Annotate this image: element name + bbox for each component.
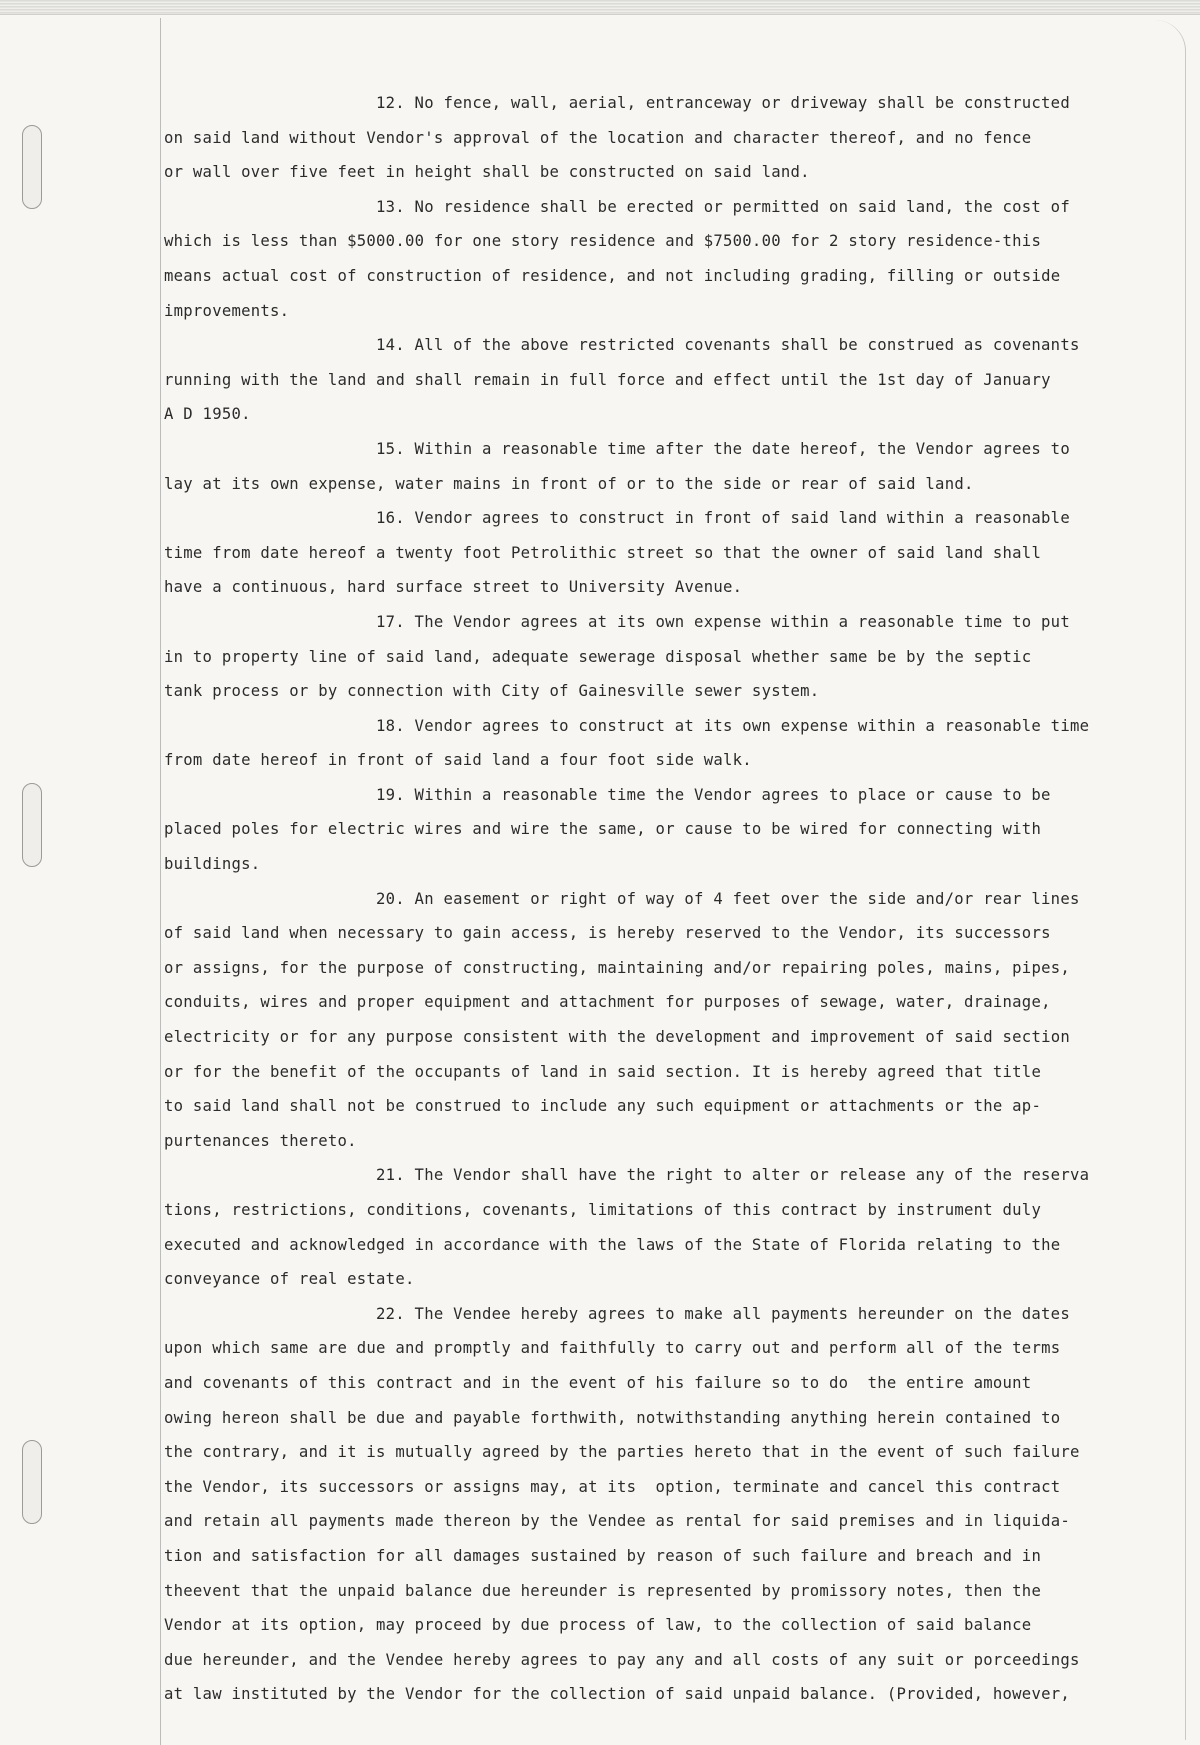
clause-line: or for the benefit of the occupants of land in said section. It is hereby agreed that title	[164, 1062, 1042, 1081]
clause-line: purtenances thereto.	[164, 1131, 357, 1150]
clause-first-line: 19. Within a reasonable time the Vendor agrees to place or cause to be	[376, 785, 1051, 804]
clause-line: means actual cost of construction of residence, and not including grading, filling or outside	[164, 266, 1061, 285]
clause-line: at law instituted by the Vendor for the collection of said unpaid balance. (Provided, however,	[164, 1685, 1070, 1704]
binder-hole-icon	[22, 783, 42, 867]
clause-line: buildings.	[164, 855, 261, 874]
clause-line: on said land without Vendor's approval of the location and character thereof, and no fence	[164, 128, 1032, 147]
clause-line: upon which same are due and promptly and faithfully to carry out and perform all of the terms	[164, 1339, 1061, 1358]
clause-line: owing hereon shall be due and payable forthwith, notwithstanding anything herein contained to	[164, 1408, 1061, 1427]
binder-hole-icon	[22, 125, 42, 209]
clause-first-line: 17. The Vendor agrees at its own expense within a reasonable time to put	[376, 612, 1070, 631]
clause-line: time from date hereof a twenty foot Petrolithic street so that the owner of said land shall	[164, 543, 1042, 562]
clause-first-line: 18. Vendor agrees to construct at its own expense within a reasonable time	[376, 716, 1090, 735]
clause-first-line: 15. Within a reasonable time after the date hereof, the Vendor agrees to	[376, 439, 1070, 458]
clause-line: to said land shall not be construed to include any such equipment or attachments or the ap-	[164, 1097, 1042, 1116]
clause-line: or wall over five feet in height shall be constructed on said land.	[164, 163, 810, 182]
clause-line: conduits, wires and proper equipment and attachment for purposes of sewage, water, drainage,	[164, 993, 1051, 1012]
clause-line: due hereunder, and the Vendee hereby agrees to pay any and all costs of any suit or porceedings	[164, 1650, 1080, 1669]
clause-line: and covenants of this contract and in the event of his failure so to do the entire amount	[164, 1373, 1032, 1392]
clause-line: A D 1950.	[164, 405, 251, 424]
clause-line: executed and acknowledged in accordance with the laws of the State of Florida relating to the	[164, 1235, 1061, 1254]
clause-line: have a continuous, hard surface street to University Avenue.	[164, 578, 743, 597]
clause-line: and retain all payments made thereon by the Vendee as rental for said premises and in liquida-	[164, 1512, 1070, 1531]
clause-line: the contrary, and it is mutually agreed by the parties hereto that in the event of such failure	[164, 1443, 1080, 1462]
clause-line: improvements.	[164, 301, 290, 320]
clause-line: tion and satisfaction for all damages sustained by reason of such failure and breach and in	[164, 1546, 1042, 1565]
clause-first-line: 21. The Vendor shall have the right to alter or release any of the reserva	[376, 1166, 1090, 1185]
clause-line: tank process or by connection with City of Gainesville sewer system.	[164, 682, 820, 701]
clause-line: from date hereof in front of said land a four foot side walk.	[164, 751, 752, 770]
clause-line: of said land when necessary to gain access, is hereby reserved to the Vendor, its successors	[164, 924, 1051, 943]
clause-line: lay at its own expense, water mains in front of or to the side or rear of said land.	[164, 474, 974, 493]
clause-line: placed poles for electric wires and wire the same, or cause to be wired for connecting with	[164, 820, 1042, 839]
clause-line: in to property line of said land, adequate sewerage disposal whether same be by the septic	[164, 647, 1032, 666]
clause-line: or assigns, for the purpose of constructing, maintaining and/or repairing poles, mains, pipes,	[164, 958, 1070, 977]
clause-first-line: 14. All of the above restricted covenants shall be construed as covenants	[376, 336, 1080, 355]
clause-line: theevent that the unpaid balance due hereunder is represented by promissory notes, then the	[164, 1581, 1042, 1600]
page-top-edge	[0, 0, 1200, 15]
clause-line: conveyance of real estate.	[164, 1270, 415, 1289]
clause-line: tions, restrictions, conditions, covenants, limitations of this contract by instrument duly	[164, 1201, 1042, 1219]
clause-first-line: 20. An easement or right of way of 4 feet over the side and/or rear lines	[376, 889, 1080, 908]
contract-text	[164, 86, 1164, 1712]
clause-first-line: 12. No fence, wall, aerial, entranceway or driveway shall be constructed	[376, 94, 1070, 112]
clause-first-line: 13. No residence shall be erected or permitted on said land, the cost of	[376, 197, 1070, 216]
clause-first-line: 16. Vendor agrees to construct in front of said land within a reasonable	[376, 509, 1070, 528]
left-margin-rule	[160, 18, 161, 1745]
binder-hole-icon	[22, 1440, 42, 1524]
clause-line: running with the land and shall remain in full force and effect until the 1st day of January	[164, 370, 1051, 389]
clause-first-line: 22. The Vendee hereby agrees to make all payments hereunder on the dates	[376, 1304, 1070, 1323]
clause-line: which is less than $5000.00 for one story residence and $7500.00 for 2 story residence-this	[164, 232, 1042, 251]
clause-line: electricity or for any purpose consistent with the development and improvement of said section	[164, 1028, 1070, 1047]
clause-line: Vendor at its option, may proceed by due process of law, to the collection of said balance	[164, 1616, 1032, 1635]
clause-line: the Vendor, its successors or assigns may, at its option, terminate and cancel this contract	[164, 1477, 1061, 1496]
